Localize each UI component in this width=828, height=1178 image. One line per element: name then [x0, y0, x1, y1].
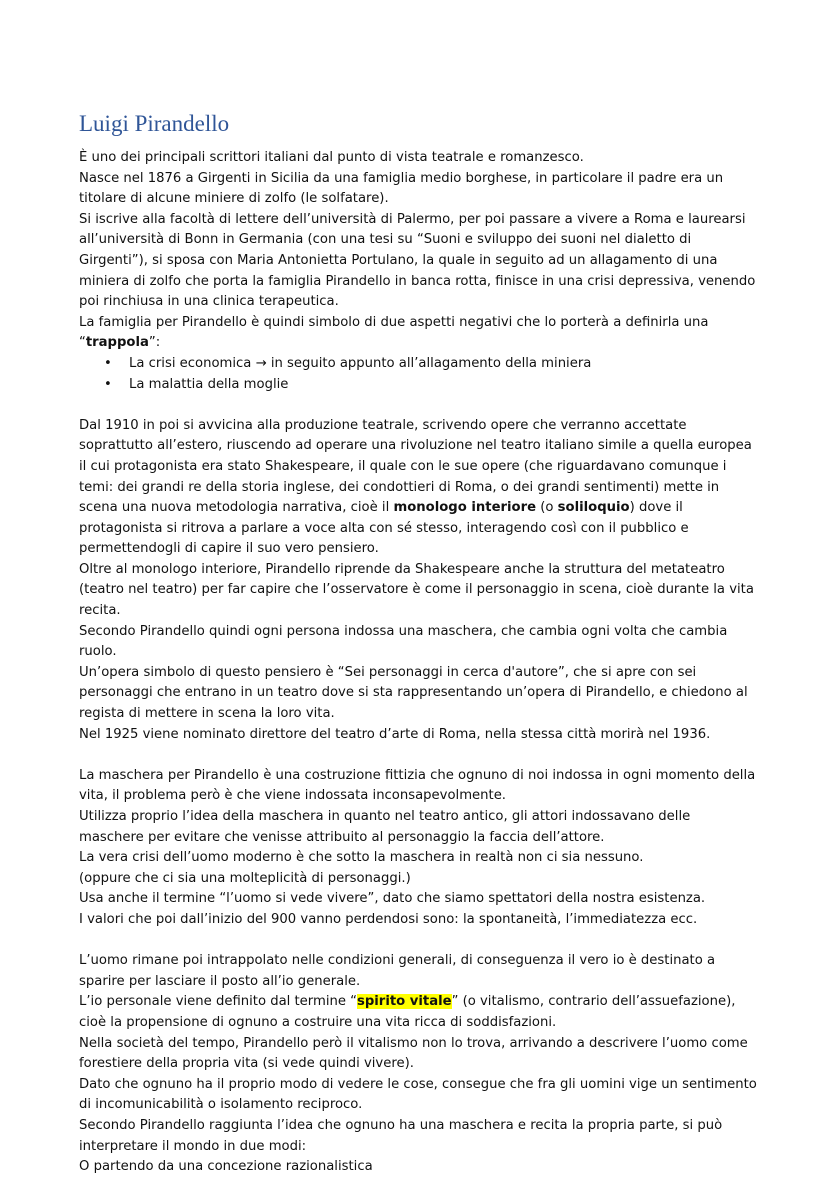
- document-body: [79, 148, 759, 1178]
- paragraph: (oppure che ci sia una molteplicità di personaggi.): [79, 870, 411, 886]
- paragraph: Si iscrive alla facoltà di lettere dell’università di Palermo, per poi passare a vivere a Roma e laurearsi all’università di Bonn in Germania (con una tesi su “Suoni e sviluppo dei suoni nel dialetto di Girgenti”), si sposa con Maria Antonietta Portulano, la quale in seguito ad un allagamento di una miniera di zolfo che porta la famiglia Pirandello in banca rotta, finisce in una crisi depressiva, venendo poi rinchiusa in una clinica terapeutica.: [79, 211, 756, 310]
- list-item: • La malattia della moglie: [79, 375, 759, 396]
- paragraph: Dal 1910 in poi si avvicina alla produzione teatrale, scrivendo opere che verranno accettate soprattutto all’estero, riuscendo ad operare una rivoluzione nel teatro italiano simile a quella europea il cui protagonista era stato Shakespeare, il quale con le sue opere (che riguardavano comunque i temi: dei grandi re della storia inglese, dei condottieri di Roma, o dei grandi sentimenti) mette in scena una nuova metodologia narrativa, cioè il monologo interiore (o soliloquio) dove il protagonista si ritrova a parlare a voce alta con sé stesso, interagendo così con il pubblico e permettendogli di capire il suo vero pensiero.: [79, 417, 752, 557]
- paragraph: L’io personale viene definito dal termine “spirito vitale” (o vitalismo, contrario dell’assuefazione), cioè la propensione di ognuno a costruire una vita ricca di soddisfazioni.: [79, 994, 736, 1030]
- paragraph: Oltre al monologo interiore, Pirandello riprende da Shakespeare anche la struttura del metateatro (teatro nel teatro) per far capire che l’osservatore è come il personaggio in scena, cioè durante la vita recita.: [79, 561, 754, 619]
- paragraph: È uno dei principali scrittori italiani dal punto di vista teatrale e romanzesco.: [79, 150, 584, 165]
- paragraph: Utilizza proprio l’idea della maschera in quanto nel teatro antico, gli attori indossavano delle maschere per evitare che venisse attribuito al personaggio la faccia dell’attore.: [79, 809, 691, 845]
- paragraph: Secondo Pirandello raggiunta l’idea che ognuno ha una maschera e recita la propria parte, si può interpretare il mondo in due modi:: [79, 1117, 723, 1154]
- page-title: Luigi Pirandello: [79, 111, 230, 136]
- highlighted-term-spirito-vitale: spirito vitale: [357, 994, 452, 1010]
- paragraph: Nel 1925 viene nominato direttore del teatro d’arte di Roma, nella stessa città morirà nel 1936.: [79, 726, 711, 742]
- paragraph: L’uomo rimane poi intrappolato nelle condizioni generali, di conseguenza il vero io è destinato a sparire per lasciare il posto all’io generale.: [79, 953, 716, 989]
- bullet-list: [79, 354, 759, 395]
- paragraph: O partendo da una concezione razionalistica: [79, 1159, 373, 1175]
- paragraph: Secondo Pirandello quindi ogni persona indossa una maschera, che cambia ogni volta che cambia ruolo.: [79, 623, 728, 660]
- paragraph: La vera crisi dell’uomo moderno è che sotto la maschera in realtà non ci sia nessuno.: [79, 850, 644, 866]
- bold-term-trappola: trappola: [85, 335, 149, 351]
- bold-term-monologo: monologo interiore: [393, 500, 537, 516]
- paragraph: La famiglia per Pirandello è quindi simbolo di due aspetti negativi che lo porterà a definirla una “trappola”:: [79, 314, 709, 351]
- list-item: • La crisi economica → in seguito appunto all’allagamento della miniera: [79, 354, 759, 375]
- paragraph: Dato che ognuno ha il proprio modo di vedere le cose, consegue che fra gli uomini vige un sentimento di incomunicabilità o isolamento reciproco.: [79, 1076, 757, 1113]
- spacer: [79, 931, 759, 952]
- spacer: [79, 395, 759, 416]
- paragraph: Nasce nel 1876 a Girgenti in Sicilia da una famiglia medio borghese, in particolare il padre era un titolare di alcune miniere di zolfo (le solfatare).: [79, 170, 724, 207]
- spacer: [79, 745, 759, 766]
- paragraph: Usa anche il termine “l’uomo si vede vivere”, dato che siamo spettatori della nostra esistenza.: [79, 891, 706, 907]
- bold-term-soliloquio: soliloquio: [557, 500, 630, 516]
- paragraph: La maschera per Pirandello è una costruzione fittizia che ognuno di noi indossa in ogni momento della vita, il problema però è che viene indossata inconsapevolmente.: [79, 767, 756, 804]
- paragraph: Nella società del tempo, Pirandello però il vitalismo non lo trova, arrivando a descrivere l’uomo come forestiere della propria vita (si vede quindi vivere).: [79, 1035, 748, 1072]
- paragraph: Un’opera simbolo di questo pensiero è “Sei personaggi in cerca d'autore”, che si apre con sei personaggi che entrano in un teatro dove si sta rappresentando un’opera di Pirandello, e chiedono al regista di mettere in scena la loro vita.: [79, 664, 748, 722]
- paragraph: I valori che poi dall’inizio del 900 vanno perdendosi sono: la spontaneità, l’immediatezza ecc.: [79, 911, 698, 927]
